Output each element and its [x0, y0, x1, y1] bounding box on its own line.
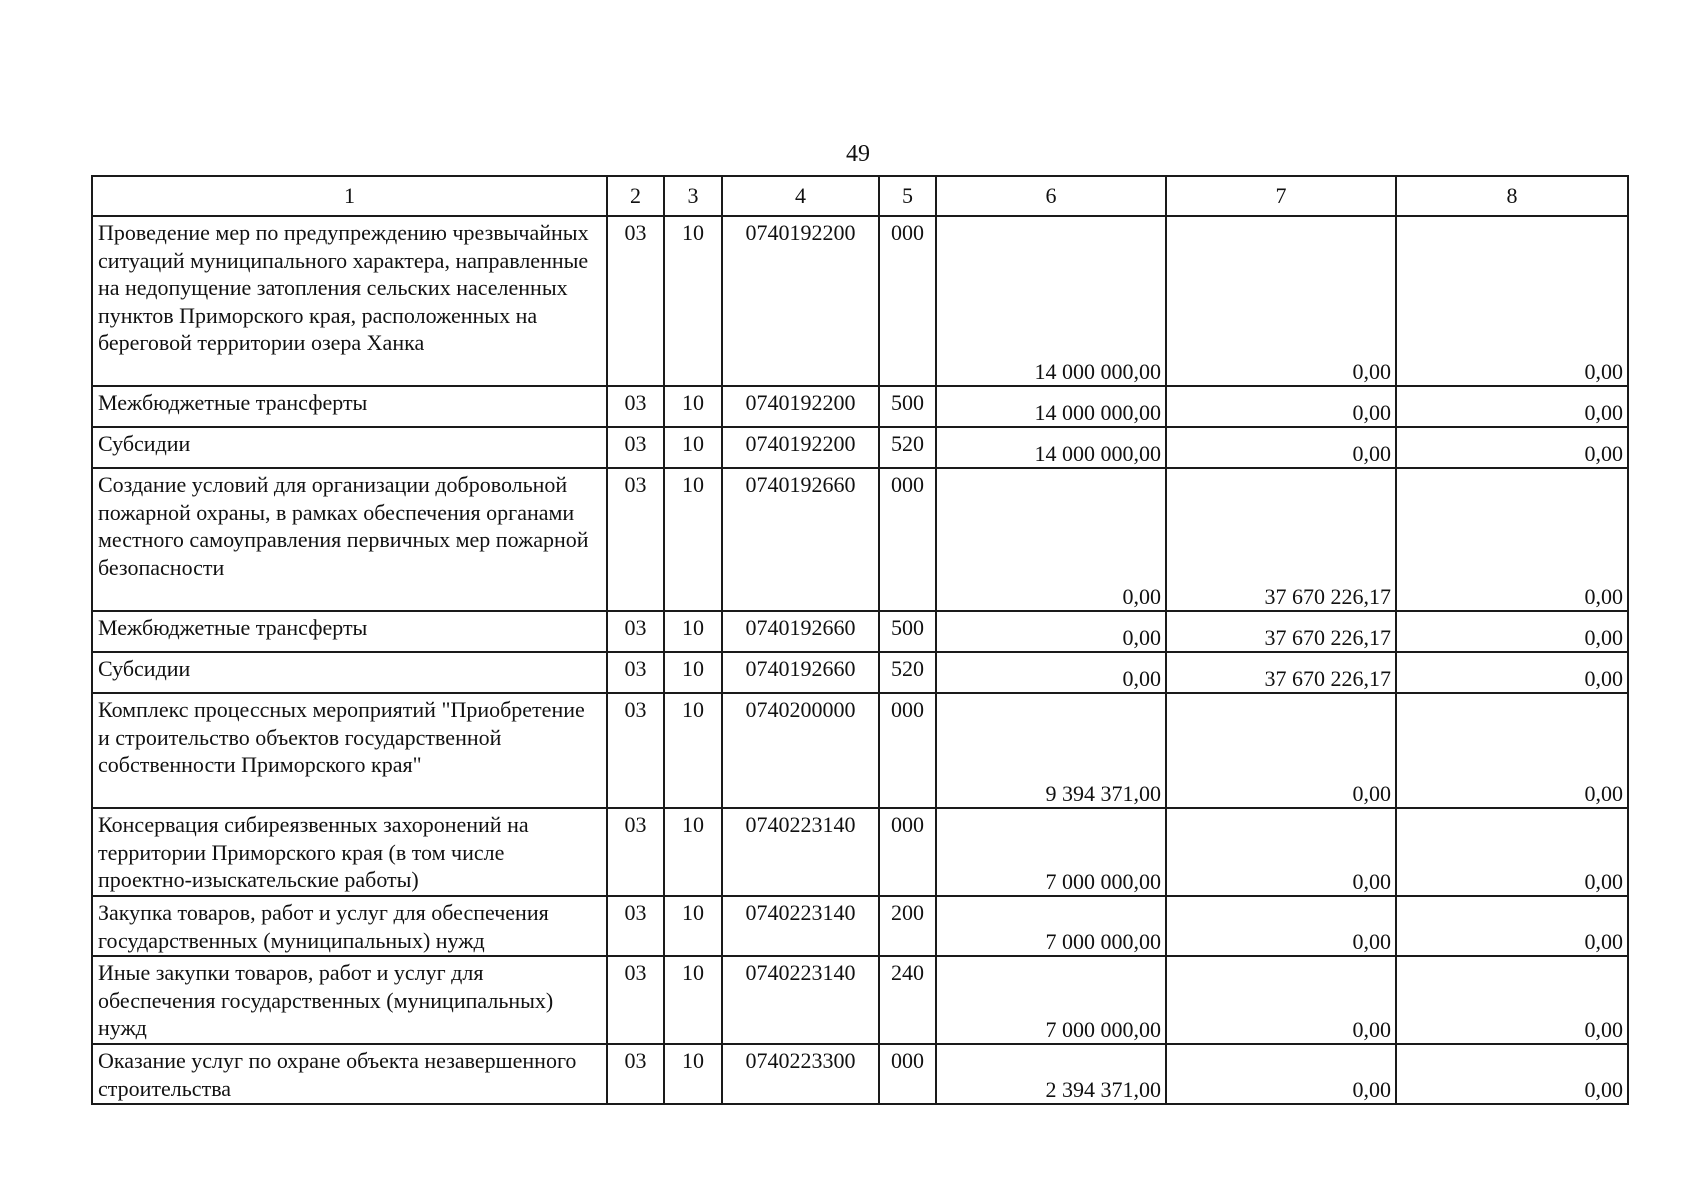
row-target-article: 0740192200 [722, 216, 879, 386]
row-expense-type: 000 [879, 216, 936, 386]
row-value-6: 0,00 [936, 468, 1166, 611]
row-section: 03 [607, 468, 664, 611]
table-row [92, 808, 1628, 896]
row-target-article: 0740192660 [722, 468, 879, 611]
row-section: 03 [607, 808, 664, 896]
header-col-4: 4 [722, 176, 879, 216]
row-value-6: 14 000 000,00 [936, 386, 1166, 427]
row-value-6: 0,00 [936, 611, 1166, 652]
row-target-article: 0740200000 [722, 693, 879, 808]
row-value-6: 2 394 371,00 [936, 1044, 1166, 1104]
header-row [92, 176, 1628, 216]
row-value-6: 0,00 [936, 652, 1166, 693]
row-name: Создание условий для организации добровольной пожарной охраны, в рамках обеспечения органами местного самоуправления первичных мер пожарной безопасности [92, 468, 607, 611]
row-target-article: 0740223140 [722, 808, 879, 896]
row-value-6: 9 394 371,00 [936, 693, 1166, 808]
row-value-8: 0,00 [1396, 611, 1628, 652]
header-col-1: 1 [92, 176, 607, 216]
table-row [92, 652, 1628, 693]
row-subsection: 10 [664, 427, 722, 468]
row-expense-type: 520 [879, 652, 936, 693]
row-value-7: 37 670 226,17 [1166, 468, 1396, 611]
row-value-8: 0,00 [1396, 896, 1628, 956]
row-expense-type: 000 [879, 1044, 936, 1104]
row-subsection: 10 [664, 956, 722, 1044]
row-name: Субсидии [92, 652, 607, 693]
row-value-8: 0,00 [1396, 808, 1628, 896]
row-section: 03 [607, 1044, 664, 1104]
row-value-6: 14 000 000,00 [936, 427, 1166, 468]
row-name: Консервация сибиреязвенных захоронений на территории Приморского края (в том числе проектно-изыскательские работы) [92, 808, 607, 896]
header-col-8: 8 [1396, 176, 1628, 216]
page-number: 49 [846, 141, 870, 167]
row-target-article: 0740192660 [722, 611, 879, 652]
row-expense-type: 000 [879, 808, 936, 896]
row-section: 03 [607, 956, 664, 1044]
row-value-8: 0,00 [1396, 427, 1628, 468]
row-value-8: 0,00 [1396, 652, 1628, 693]
row-value-7: 0,00 [1166, 956, 1396, 1044]
table-row [92, 896, 1628, 956]
header-col-5: 5 [879, 176, 936, 216]
table-row [92, 611, 1628, 652]
header-col-7: 7 [1166, 176, 1396, 216]
row-expense-type: 240 [879, 956, 936, 1044]
row-subsection: 10 [664, 1044, 722, 1104]
row-target-article: 0740223140 [722, 896, 879, 956]
row-value-7: 0,00 [1166, 693, 1396, 808]
row-value-7: 0,00 [1166, 896, 1396, 956]
row-subsection: 10 [664, 216, 722, 386]
row-name: Комплекс процессных мероприятий "Приобретение и строительство объектов государственной собственности Приморского края" [92, 693, 607, 808]
row-value-7: 0,00 [1166, 386, 1396, 427]
row-target-article: 0740192660 [722, 652, 879, 693]
row-subsection: 10 [664, 468, 722, 611]
table-row [92, 693, 1628, 808]
budget-table [91, 175, 1629, 1105]
header-col-6: 6 [936, 176, 1166, 216]
row-name: Проведение мер по предупреждению чрезвычайных ситуаций муниципального характера, направленные на недопущение затопления сельских населенных пунктов Приморского края, расположенных на береговой территории озера Ханка [92, 216, 607, 386]
row-name: Иные закупки товаров, работ и услуг для обеспечения государственных (муниципальных) нужд [92, 956, 607, 1044]
row-value-6: 7 000 000,00 [936, 956, 1166, 1044]
header-col-2: 2 [607, 176, 664, 216]
table-row [92, 956, 1628, 1044]
row-expense-type: 200 [879, 896, 936, 956]
row-value-8: 0,00 [1396, 693, 1628, 808]
row-value-7: 37 670 226,17 [1166, 652, 1396, 693]
row-target-article: 0740223140 [722, 956, 879, 1044]
row-name: Закупка товаров, работ и услуг для обеспечения государственных (муниципальных) нужд [92, 896, 607, 956]
row-value-8: 0,00 [1396, 386, 1628, 427]
row-section: 03 [607, 427, 664, 468]
row-expense-type: 500 [879, 611, 936, 652]
table-row [92, 468, 1628, 611]
row-expense-type: 000 [879, 468, 936, 611]
row-section: 03 [607, 693, 664, 808]
row-value-7: 0,00 [1166, 1044, 1396, 1104]
row-subsection: 10 [664, 386, 722, 427]
row-section: 03 [607, 386, 664, 427]
row-subsection: 10 [664, 693, 722, 808]
row-target-article: 0740192200 [722, 427, 879, 468]
table-row [92, 386, 1628, 427]
row-value-8: 0,00 [1396, 1044, 1628, 1104]
row-subsection: 10 [664, 611, 722, 652]
row-name: Оказание услуг по охране объекта незавершенного строительства [92, 1044, 607, 1104]
row-target-article: 0740223300 [722, 1044, 879, 1104]
row-section: 03 [607, 896, 664, 956]
row-value-7: 37 670 226,17 [1166, 611, 1396, 652]
row-expense-type: 500 [879, 386, 936, 427]
row-name: Межбюджетные трансферты [92, 386, 607, 427]
row-value-8: 0,00 [1396, 956, 1628, 1044]
row-value-6: 14 000 000,00 [936, 216, 1166, 386]
row-value-6: 7 000 000,00 [936, 896, 1166, 956]
row-section: 03 [607, 216, 664, 386]
row-section: 03 [607, 652, 664, 693]
table-body [92, 216, 1628, 1104]
row-expense-type: 000 [879, 693, 936, 808]
table-row [92, 1044, 1628, 1104]
row-value-7: 0,00 [1166, 427, 1396, 468]
table-header [92, 176, 1628, 216]
row-value-8: 0,00 [1396, 468, 1628, 611]
row-subsection: 10 [664, 808, 722, 896]
row-subsection: 10 [664, 896, 722, 956]
row-value-7: 0,00 [1166, 216, 1396, 386]
row-value-7: 0,00 [1166, 808, 1396, 896]
row-value-6: 7 000 000,00 [936, 808, 1166, 896]
table-row [92, 427, 1628, 468]
row-subsection: 10 [664, 652, 722, 693]
row-name: Субсидии [92, 427, 607, 468]
row-section: 03 [607, 611, 664, 652]
row-value-8: 0,00 [1396, 216, 1628, 386]
header-col-3: 3 [664, 176, 722, 216]
table-row [92, 216, 1628, 386]
row-expense-type: 520 [879, 427, 936, 468]
row-target-article: 0740192200 [722, 386, 879, 427]
row-name: Межбюджетные трансферты [92, 611, 607, 652]
